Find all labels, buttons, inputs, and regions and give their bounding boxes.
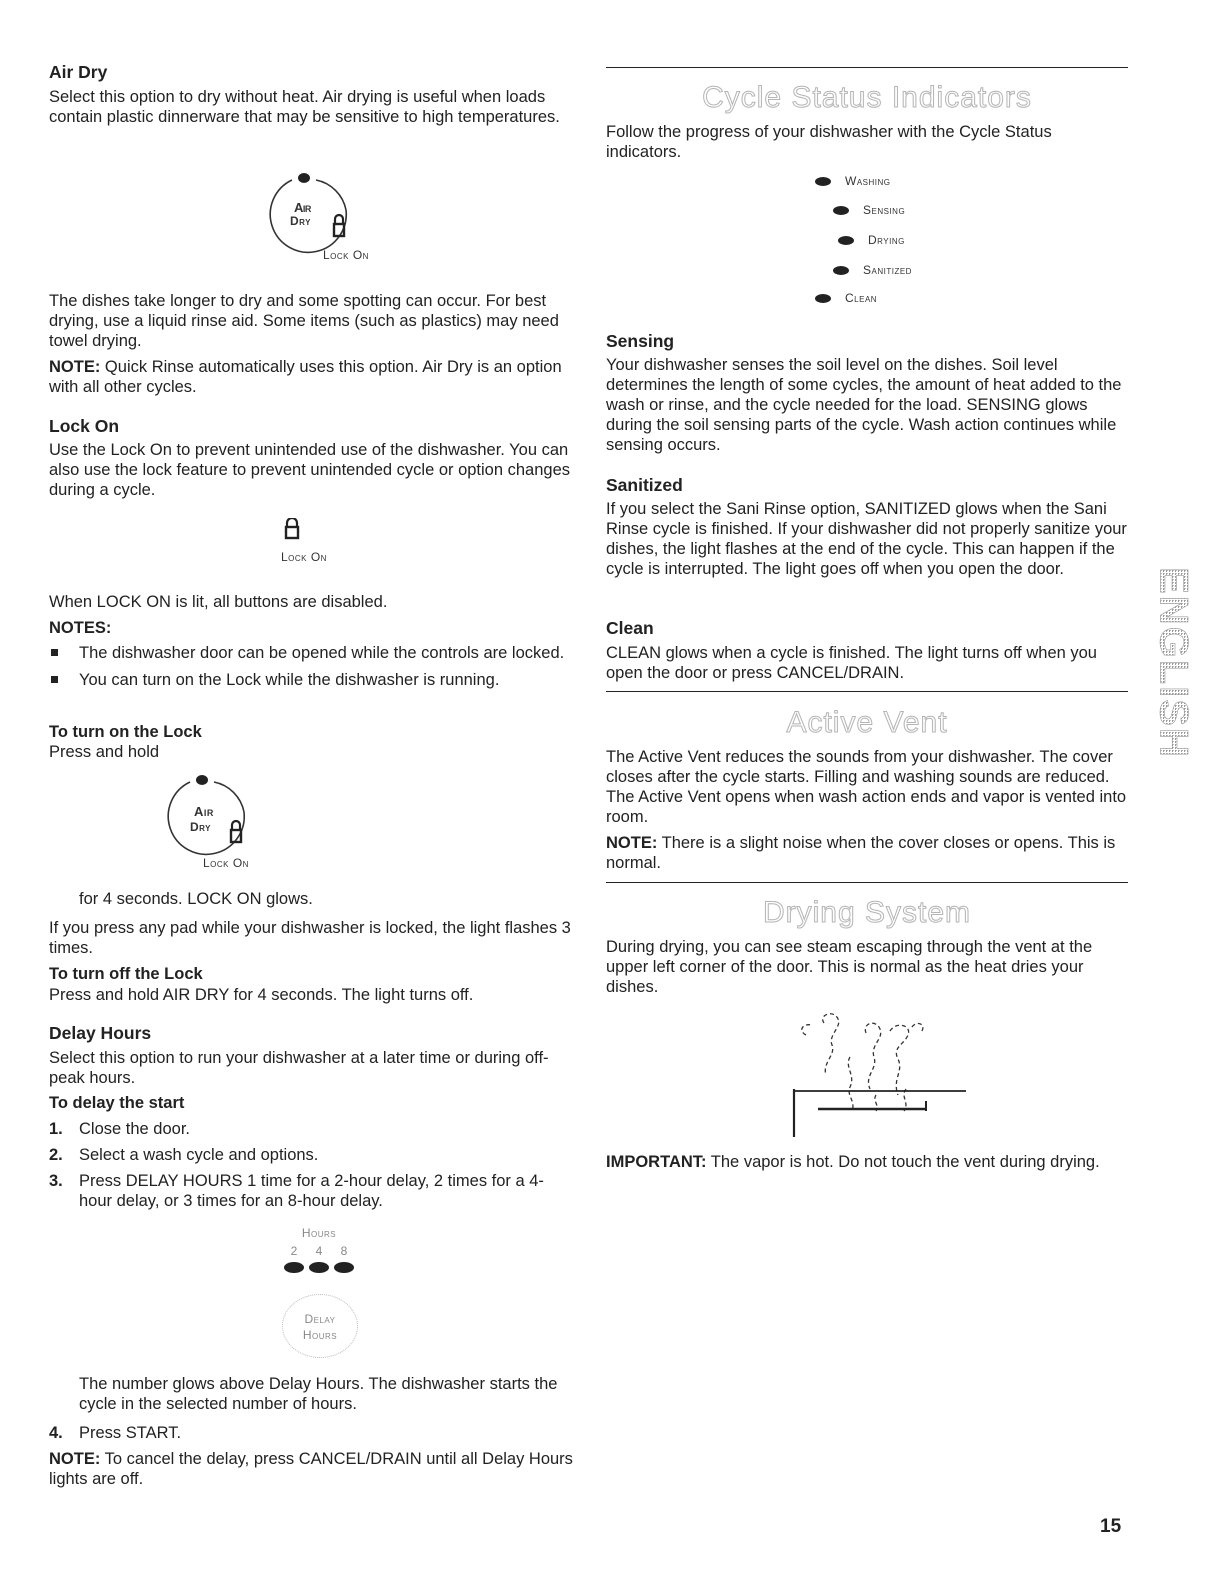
section-divider [606, 691, 1128, 692]
air-dry-lock-icon [254, 170, 369, 265]
step-number: 2. [49, 1146, 63, 1164]
language-side-tab [1150, 568, 1192, 758]
dry-label-2: Dry [190, 820, 211, 834]
indicator-label: Clean [845, 291, 878, 305]
delay-hours-body: Select this option to run your dishwasher at a later time or during off-peak hours. [49, 1049, 549, 1087]
hours-number-4: 4 [315, 1244, 323, 1258]
notes-heading: NOTES: [49, 619, 112, 637]
note-text: To cancel the delay, press CANCEL/DRAIN until all Delay Hours lights are off. [49, 1450, 573, 1488]
lock-icon [283, 518, 343, 566]
hours-lights [284, 1262, 354, 1273]
list-item: The dishwasher door can be opened while the controls are locked. [49, 643, 574, 663]
indicator-label: Sanitized [863, 263, 912, 277]
delay-step-4 [49, 1423, 574, 1443]
sensing-text: Your dishwasher senses the soil level on the dishes. Soil level determines the length of some cycles, the amount of heat added to the wash or rinse, and the cycle needed for the load. SENSING glows during the soil sensing parts of the cycle. Wash action continues while sensing occurs. [606, 356, 1122, 454]
air-label-2: Air [194, 804, 214, 819]
hours-light-dot [284, 1262, 304, 1273]
step-number: 1. [49, 1120, 63, 1138]
indicator-label: Drying [868, 233, 905, 247]
hours-light-dot [309, 1262, 329, 1273]
important-label: IMPORTANT: [606, 1153, 707, 1171]
drying-system-title: Drying System [762, 896, 972, 929]
air-dry-para2: The dishes take longer to dry and some spotting can occur. For best drying, use a liquid rinse aid. Some items (such as plastics) may need towel drying. [49, 292, 559, 350]
clean-text: CLEAN glows when a cycle is finished. The light turns off when you open the door or press CANCEL/DRAIN. [606, 644, 1097, 682]
lock-lit-text: When LOCK ON is lit, all buttons are disabled. [49, 593, 388, 611]
indicator-label: Sensing [863, 203, 906, 217]
sanitized-text: If you select the Sani Rinse option, SANITIZED glows when the Sani Rinse cycle is finished. If your dishwasher did not properly sanitize your dishes, the light flashes at the end of the cycle. This can happen if the cycle is interrupted. The light goes off when you open the door. [606, 500, 1127, 578]
notes-list [49, 643, 574, 690]
active-vent-note [606, 833, 1128, 873]
delay-hours-heading: Delay Hours [49, 1023, 152, 1043]
cycle-status-intro: Follow the progress of your dishwasher with the Cycle Status indicators. [606, 123, 1052, 161]
air-dry-lock-icon-2 [159, 772, 269, 872]
step-text: Press DELAY HOURS 1 time for a 2-hour delay, 2 times for a 4-hour delay, or 3 times for an 8-hour delay. [79, 1172, 544, 1210]
active-vent-title: Active Vent [786, 706, 948, 739]
air-dry-body: Select this option to dry without heat. Air drying is useful when loads contain plastic dinnerware that may be sensitive to high temperatures. [49, 88, 560, 126]
note-label: NOTE: [49, 358, 101, 376]
indicator-drying [838, 233, 905, 247]
delay-after-text: The number glows above Delay Hours. The dishwasher starts the cycle in the selected number of hours. [79, 1375, 558, 1413]
note-text: There is a slight noise when the cover closes or opens. This is normal. [606, 834, 1116, 872]
step-number: 3. [49, 1172, 63, 1190]
section-divider [606, 67, 1128, 68]
turn-on-text: Press and hold [49, 743, 160, 761]
delay-label: Delay [304, 1312, 336, 1326]
list-item [49, 1423, 574, 1443]
hours-label-2: Hours [302, 1328, 338, 1342]
list-item: You can turn on the Lock while the dishwasher is running. [49, 670, 574, 690]
delay-hours-button[interactable] [282, 1294, 358, 1358]
delay-steps [49, 1119, 574, 1211]
press-any-text: If you press any pad while your dishwasher is locked, the light flashes 3 times. [49, 919, 571, 957]
delay-start-heading: To delay the start [49, 1094, 185, 1112]
list-item [49, 1119, 574, 1139]
note-label: NOTE: [49, 1450, 101, 1468]
indicator-clean [815, 291, 877, 305]
indicator-label: Washing [845, 174, 891, 188]
turn-off-text: Press and hold AIR DRY for 4 seconds. The light turns off. [49, 986, 474, 1004]
hours-number-2: 2 [290, 1244, 298, 1258]
sensing-heading: Sensing [606, 331, 675, 351]
page-number: 15 [1100, 1516, 1122, 1537]
indicator-dot [815, 177, 831, 186]
hold-text: for 4 seconds. LOCK ON glows. [79, 890, 313, 908]
step-number: 4. [49, 1424, 63, 1442]
hours-light-dot [334, 1262, 354, 1273]
clean-heading: Clean [606, 618, 654, 638]
indicator-sensing [833, 203, 905, 217]
active-vent-body: The Active Vent reduces the sounds from your dishwasher. The cover closes after the cycle starts. Filling and washing sounds are reduced. The Active Vent opens when wash action ends and vapor is vented into room. [606, 748, 1127, 826]
list-item [49, 1145, 574, 1165]
note-text: Quick Rinse automatically uses this option. Air Dry is an option with all other cycles. [49, 358, 562, 396]
cycle-status-title: Cycle Status Indicators [702, 81, 1032, 114]
sanitized-heading: Sanitized [606, 475, 683, 495]
steam-vent-illustration [766, 1005, 966, 1140]
drying-system-body: During drying, you can see steam escaping through the vent at the upper left corner of the door. This is normal as the heat dries your dishes. [606, 938, 1093, 996]
indicator-dot [833, 266, 849, 275]
list-item [49, 1171, 574, 1211]
dry-label: Dry [290, 214, 311, 228]
lock-on-caption-2: Lock On [281, 550, 327, 564]
step-text: Press START. [79, 1424, 182, 1442]
indicator-sanitized [833, 263, 912, 277]
step-text: Select a wash cycle and options. [79, 1146, 319, 1164]
indicator-dot [833, 206, 849, 215]
step-text: Close the door. [79, 1120, 190, 1138]
indicator-washing [815, 174, 891, 188]
delay-hours-graphic [274, 1226, 364, 1356]
lock-on-heading: Lock On [49, 416, 120, 436]
air-dry-heading: Air Dry [49, 62, 108, 82]
important-text [606, 1152, 1128, 1172]
indicator-dot [815, 294, 831, 303]
turn-off-heading: To turn off the Lock [49, 965, 203, 983]
air-dry-note [49, 357, 574, 397]
turn-on-heading: To turn on the Lock [49, 723, 202, 741]
hours-number-8: 8 [340, 1244, 348, 1258]
lock-on-caption: Lock On [323, 248, 369, 262]
hours-label: Hours [301, 1226, 337, 1240]
english-tab-label: ENGLISH [1151, 568, 1192, 758]
hours-numbers [284, 1244, 354, 1258]
indicator-dot [838, 236, 854, 245]
delay-note [49, 1449, 574, 1489]
note-label: NOTE: [606, 834, 658, 852]
lock-on-caption-3: Lock On [203, 856, 249, 870]
air-label: Air [294, 200, 311, 215]
lock-on-body: Use the Lock On to prevent unintended use of the dishwasher. You can also use the lock feature to prevent unintended cycle or option changes during a cycle. [49, 441, 571, 499]
section-divider [606, 882, 1128, 883]
important-body: The vapor is hot. Do not touch the vent during drying. [706, 1153, 1100, 1171]
